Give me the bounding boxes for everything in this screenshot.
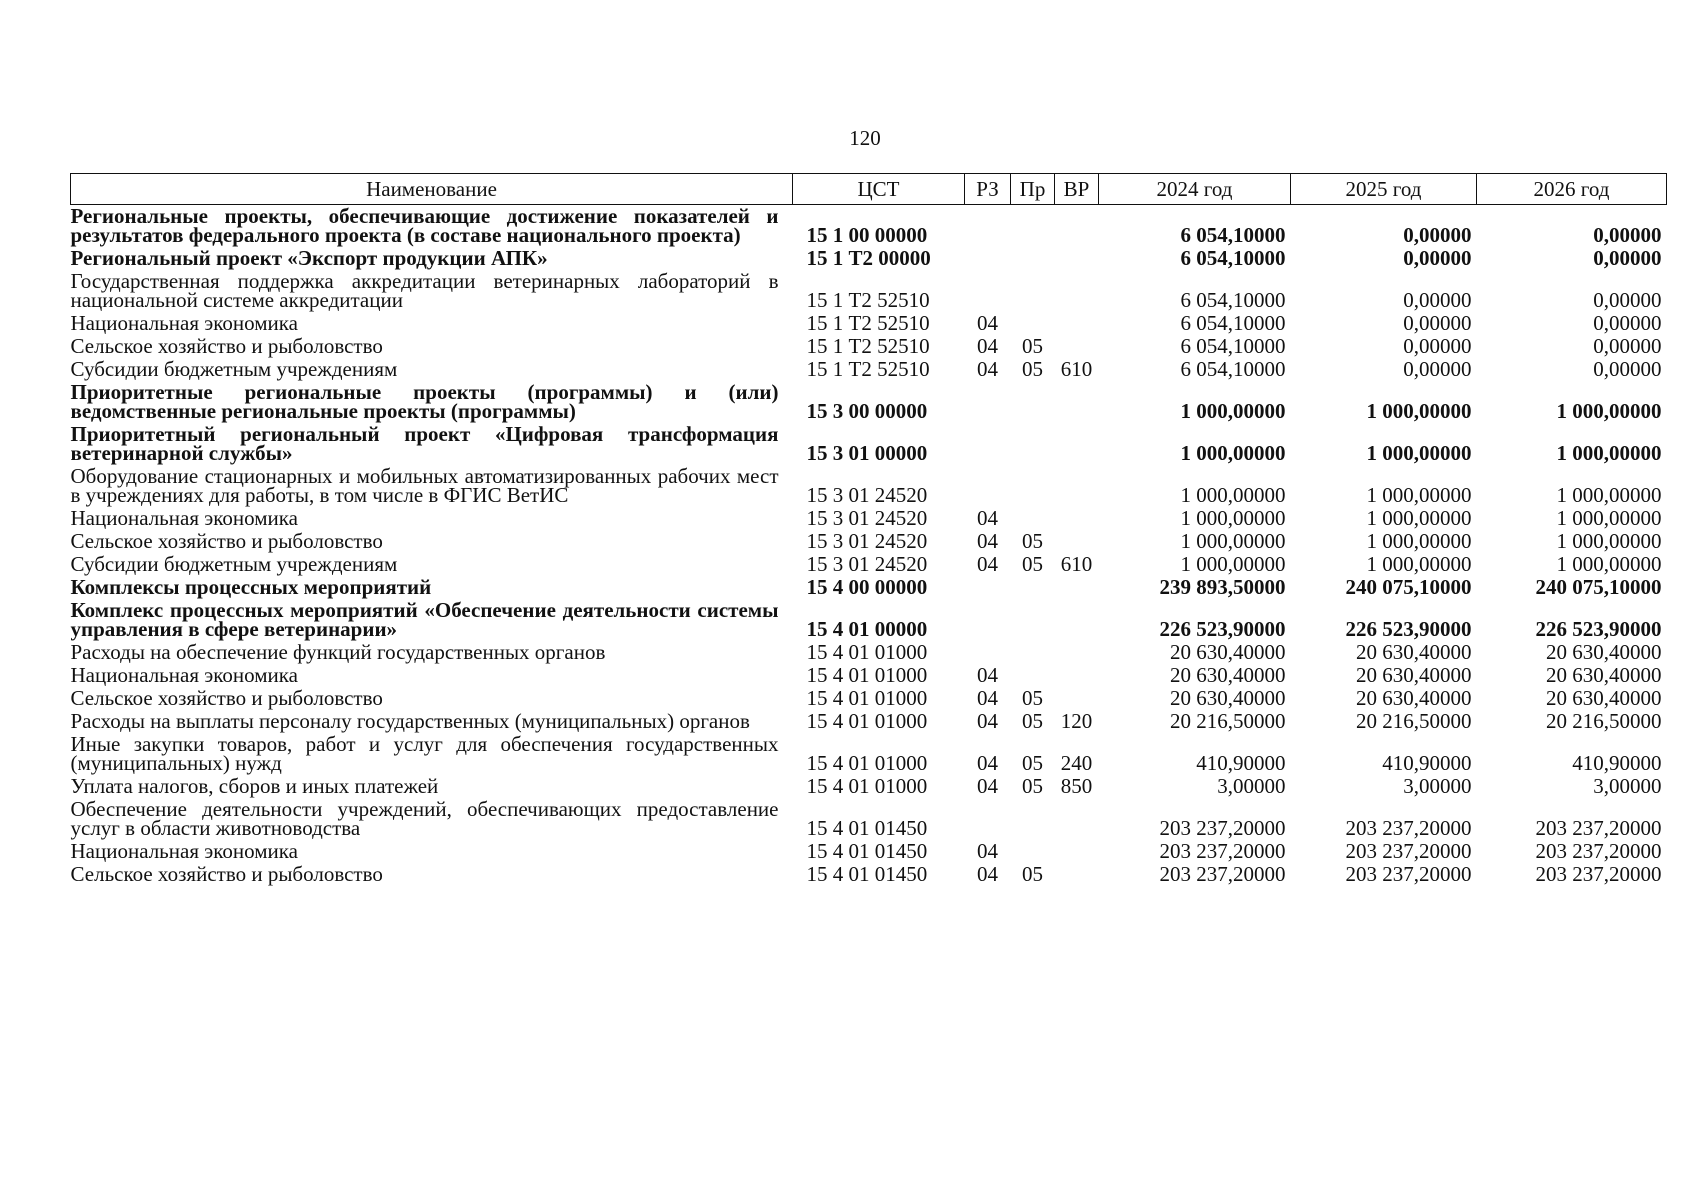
row-value-2025: 0,00000 xyxy=(1403,288,1472,312)
table-row xyxy=(71,530,1667,553)
table-row xyxy=(71,775,1667,798)
row-rz: 04 xyxy=(977,311,998,335)
row-value-2026: 20 630,40000 xyxy=(1546,686,1662,710)
row-value-2024: 6 054,10000 xyxy=(1180,223,1286,247)
row-value-2024: 20 630,40000 xyxy=(1170,686,1286,710)
table-row xyxy=(71,205,1667,248)
row-name: Национальная экономика xyxy=(70,311,298,335)
row-value-2024: 20 630,40000 xyxy=(1170,663,1286,687)
row-cst: 15 1 Т2 52510 xyxy=(806,311,930,335)
row-value-2025: 20 630,40000 xyxy=(1356,686,1472,710)
row-vr xyxy=(1055,247,1099,270)
row-value-2025: 0,00000 xyxy=(1403,311,1472,335)
row-value-2026: 1 000,00000 xyxy=(1556,399,1662,423)
row-rz: 04 xyxy=(977,686,998,710)
row-vr xyxy=(1055,664,1099,687)
row-name: Приоритетные региональные проекты (программы) и (или) ведомственные региональные проекты (программы) xyxy=(70,380,779,423)
table-row xyxy=(71,335,1667,358)
row-value-2026: 1 000,00000 xyxy=(1556,529,1662,553)
row-pr xyxy=(1011,465,1055,507)
row-pr xyxy=(1011,270,1055,312)
row-value-2024: 239 893,50000 xyxy=(1159,575,1286,599)
table-row xyxy=(71,576,1667,599)
table-header-row xyxy=(71,174,1667,205)
row-name: Оборудование стационарных и мобильных автоматизированных рабочих мест в учреждениях для работы, в том числе в ФГИС ВетИС xyxy=(70,464,779,507)
row-value-2026: 0,00000 xyxy=(1593,288,1662,312)
header-pr: Пр xyxy=(1011,174,1055,205)
row-value-2026: 410,90000 xyxy=(1572,751,1662,775)
row-vr xyxy=(1055,798,1099,840)
row-pr: 05 xyxy=(1022,334,1043,358)
row-pr xyxy=(1011,664,1055,687)
row-pr xyxy=(1011,507,1055,530)
row-pr xyxy=(1011,798,1055,840)
table-row xyxy=(71,840,1667,863)
header-2026: 2026 год xyxy=(1477,174,1667,205)
row-value-2025: 0,00000 xyxy=(1403,334,1472,358)
row-rz: 04 xyxy=(977,774,998,798)
row-value-2024: 1 000,00000 xyxy=(1180,483,1286,507)
row-rz xyxy=(965,798,1011,840)
row-name: Государственная поддержка аккредитации ветеринарных лабораторий в национальной системе аккредитации xyxy=(70,269,779,312)
row-value-2025: 20 216,50000 xyxy=(1356,709,1472,733)
row-rz: 04 xyxy=(977,751,998,775)
row-value-2025: 20 630,40000 xyxy=(1356,663,1472,687)
header-2024: 2024 год xyxy=(1099,174,1291,205)
table-row xyxy=(71,312,1667,335)
header-name: Наименование xyxy=(71,174,793,205)
row-vr: 610 xyxy=(1060,357,1093,381)
row-value-2024: 226 523,90000 xyxy=(1159,617,1286,641)
row-pr xyxy=(1011,641,1055,664)
row-value-2024: 203 237,20000 xyxy=(1159,862,1286,886)
row-pr xyxy=(1011,840,1055,863)
row-value-2026: 1 000,00000 xyxy=(1556,506,1662,530)
row-value-2024: 20 216,50000 xyxy=(1170,709,1286,733)
row-value-2026: 1 000,00000 xyxy=(1556,441,1662,465)
table-row xyxy=(71,599,1667,641)
row-pr xyxy=(1011,205,1055,248)
row-name: Уплата налогов, сборов и иных платежей xyxy=(70,774,439,798)
row-cst: 15 4 01 00000 xyxy=(806,617,928,641)
row-vr xyxy=(1055,599,1099,641)
table-row xyxy=(71,423,1667,465)
row-rz xyxy=(965,381,1011,423)
row-pr: 05 xyxy=(1022,686,1043,710)
table-row xyxy=(71,358,1667,381)
row-vr xyxy=(1055,465,1099,507)
row-cst: 15 4 01 01000 xyxy=(806,774,928,798)
row-cst: 15 1 Т2 52510 xyxy=(806,357,930,381)
row-rz: 04 xyxy=(977,506,998,530)
row-rz xyxy=(965,599,1011,641)
row-value-2026: 1 000,00000 xyxy=(1556,483,1662,507)
row-value-2025: 0,00000 xyxy=(1403,246,1472,270)
page-number: 120 xyxy=(849,126,881,150)
row-vr xyxy=(1055,863,1099,886)
row-value-2026: 0,00000 xyxy=(1593,357,1662,381)
row-rz xyxy=(965,465,1011,507)
row-value-2024: 6 054,10000 xyxy=(1180,288,1286,312)
table-body xyxy=(71,205,1667,887)
row-vr xyxy=(1055,576,1099,599)
row-cst: 15 1 00 00000 xyxy=(806,223,928,247)
row-cst: 15 4 01 01000 xyxy=(806,751,928,775)
row-pr xyxy=(1011,312,1055,335)
row-name: Сельское хозяйство и рыболовство xyxy=(70,334,383,358)
row-cst: 15 3 01 24520 xyxy=(806,529,928,553)
header-cst: ЦСТ xyxy=(793,174,965,205)
row-rz xyxy=(965,576,1011,599)
row-name: Комплекс процессных мероприятий «Обеспечение деятельности системы управления в сфере ветеринарии» xyxy=(70,598,779,641)
row-cst: 15 4 01 01000 xyxy=(806,686,928,710)
row-cst: 15 4 01 01450 xyxy=(806,862,928,886)
row-cst: 15 1 Т2 52510 xyxy=(806,288,930,312)
row-value-2024: 20 630,40000 xyxy=(1170,640,1286,664)
table-row xyxy=(71,798,1667,840)
row-cst: 15 3 01 24520 xyxy=(806,483,928,507)
row-name: Субсидии бюджетным учреждениям xyxy=(70,357,398,381)
row-rz xyxy=(965,270,1011,312)
row-value-2024: 1 000,00000 xyxy=(1180,506,1286,530)
row-value-2024: 410,90000 xyxy=(1196,751,1286,775)
row-cst: 15 3 00 00000 xyxy=(806,399,928,423)
row-name: Субсидии бюджетным учреждениям xyxy=(70,552,398,576)
row-name: Региональные проекты, обеспечивающие достижение показателей и результатов федерального проекта (в составе национального проекта) xyxy=(70,204,779,247)
row-value-2026: 20 216,50000 xyxy=(1546,709,1662,733)
row-pr xyxy=(1011,247,1055,270)
row-vr: 610 xyxy=(1060,552,1093,576)
row-pr xyxy=(1011,576,1055,599)
row-vr xyxy=(1055,840,1099,863)
row-rz: 04 xyxy=(977,839,998,863)
row-name: Обеспечение деятельности учреждений, обеспечивающих предоставление услуг в области животноводства xyxy=(70,797,779,840)
row-value-2025: 1 000,00000 xyxy=(1366,529,1472,553)
row-name: Сельское хозяйство и рыболовство xyxy=(70,529,383,553)
table-row xyxy=(71,270,1667,312)
row-vr xyxy=(1055,530,1099,553)
row-value-2025: 20 630,40000 xyxy=(1356,640,1472,664)
row-name: Иные закупки товаров, работ и услуг для обеспечения государственных (муниципальных) нужд xyxy=(70,732,779,775)
row-value-2025: 203 237,20000 xyxy=(1345,839,1472,863)
row-cst: 15 4 01 01000 xyxy=(806,709,928,733)
row-value-2024: 6 054,10000 xyxy=(1180,246,1286,270)
row-value-2025: 1 000,00000 xyxy=(1366,399,1472,423)
row-value-2024: 6 054,10000 xyxy=(1180,334,1286,358)
row-rz xyxy=(965,205,1011,248)
row-value-2024: 6 054,10000 xyxy=(1180,357,1286,381)
row-name: Национальная экономика xyxy=(70,839,298,863)
row-cst: 15 4 01 01450 xyxy=(806,816,928,840)
row-pr xyxy=(1011,381,1055,423)
table-row xyxy=(71,247,1667,270)
row-value-2026: 0,00000 xyxy=(1593,223,1662,247)
row-value-2025: 226 523,90000 xyxy=(1345,617,1472,641)
table-row xyxy=(71,507,1667,530)
row-rz: 04 xyxy=(977,552,998,576)
row-rz xyxy=(965,641,1011,664)
row-pr: 05 xyxy=(1022,751,1043,775)
row-pr xyxy=(1011,599,1055,641)
row-pr: 05 xyxy=(1022,529,1043,553)
row-vr xyxy=(1055,423,1099,465)
row-pr: 05 xyxy=(1022,357,1043,381)
row-rz: 04 xyxy=(977,357,998,381)
row-value-2025: 1 000,00000 xyxy=(1366,552,1472,576)
table-row xyxy=(71,664,1667,687)
row-value-2026: 203 237,20000 xyxy=(1535,816,1662,840)
row-vr: 850 xyxy=(1060,774,1093,798)
row-rz: 04 xyxy=(977,334,998,358)
row-name: Национальная экономика xyxy=(70,506,298,530)
row-vr xyxy=(1055,507,1099,530)
row-value-2026: 203 237,20000 xyxy=(1535,862,1662,886)
table-row xyxy=(71,641,1667,664)
row-rz: 04 xyxy=(977,709,998,733)
row-pr xyxy=(1011,423,1055,465)
row-vr xyxy=(1055,641,1099,664)
row-name: Сельское хозяйство и рыболовство xyxy=(70,862,383,886)
row-value-2026: 1 000,00000 xyxy=(1556,552,1662,576)
row-value-2026: 240 075,10000 xyxy=(1535,575,1662,599)
row-value-2024: 1 000,00000 xyxy=(1180,529,1286,553)
header-vr: ВР xyxy=(1055,174,1099,205)
row-value-2024: 203 237,20000 xyxy=(1159,816,1286,840)
row-value-2025: 1 000,00000 xyxy=(1366,483,1472,507)
row-vr: 120 xyxy=(1060,709,1093,733)
row-value-2026: 3,00000 xyxy=(1593,774,1662,798)
row-name: Сельское хозяйство и рыболовство xyxy=(70,686,383,710)
row-value-2026: 0,00000 xyxy=(1593,246,1662,270)
row-name: Приоритетный региональный проект «Цифровая трансформация ветеринарной службы» xyxy=(70,422,779,465)
row-vr xyxy=(1055,205,1099,248)
row-vr xyxy=(1055,687,1099,710)
row-value-2024: 3,00000 xyxy=(1217,774,1286,798)
row-name: Расходы на выплаты персоналу государственных (муниципальных) органов xyxy=(70,709,750,733)
row-pr: 05 xyxy=(1022,862,1043,886)
row-value-2025: 0,00000 xyxy=(1403,357,1472,381)
row-value-2024: 203 237,20000 xyxy=(1159,839,1286,863)
budget-table xyxy=(70,173,1667,886)
row-value-2025: 3,00000 xyxy=(1403,774,1472,798)
row-rz xyxy=(965,247,1011,270)
row-value-2026: 0,00000 xyxy=(1593,311,1662,335)
table-row xyxy=(71,733,1667,775)
row-cst: 15 3 01 00000 xyxy=(806,441,928,465)
row-rz: 04 xyxy=(977,663,998,687)
table-row xyxy=(71,687,1667,710)
row-pr: 05 xyxy=(1022,709,1043,733)
row-cst: 15 4 01 01000 xyxy=(806,663,928,687)
header-rz: РЗ xyxy=(965,174,1011,205)
row-value-2025: 203 237,20000 xyxy=(1345,816,1472,840)
header-2025: 2025 год xyxy=(1291,174,1477,205)
row-cst: 15 1 Т2 52510 xyxy=(806,334,930,358)
row-value-2025: 410,90000 xyxy=(1382,751,1472,775)
row-vr xyxy=(1055,335,1099,358)
table-row xyxy=(71,465,1667,507)
row-cst: 15 4 01 01450 xyxy=(806,839,928,863)
row-value-2025: 0,00000 xyxy=(1403,223,1472,247)
row-vr xyxy=(1055,381,1099,423)
row-cst: 15 4 01 01000 xyxy=(806,640,928,664)
row-value-2026: 203 237,20000 xyxy=(1535,839,1662,863)
row-value-2025: 1 000,00000 xyxy=(1366,506,1472,530)
row-name: Расходы на обеспечение функций государственных органов xyxy=(70,640,606,664)
row-rz: 04 xyxy=(977,862,998,886)
table-row xyxy=(71,863,1667,886)
row-pr: 05 xyxy=(1022,552,1043,576)
row-value-2024: 6 054,10000 xyxy=(1180,311,1286,335)
row-value-2024: 1 000,00000 xyxy=(1180,399,1286,423)
row-value-2025: 240 075,10000 xyxy=(1345,575,1472,599)
row-vr xyxy=(1055,270,1099,312)
table-row xyxy=(71,710,1667,733)
row-value-2026: 226 523,90000 xyxy=(1535,617,1662,641)
row-vr xyxy=(1055,312,1099,335)
row-cst: 15 3 01 24520 xyxy=(806,506,928,530)
table-row xyxy=(71,553,1667,576)
row-name: Национальная экономика xyxy=(70,663,298,687)
row-rz: 04 xyxy=(977,529,998,553)
row-pr: 05 xyxy=(1022,774,1043,798)
row-cst: 15 3 01 24520 xyxy=(806,552,928,576)
row-value-2026: 0,00000 xyxy=(1593,334,1662,358)
row-value-2024: 1 000,00000 xyxy=(1180,552,1286,576)
row-value-2024: 1 000,00000 xyxy=(1180,441,1286,465)
row-value-2026: 20 630,40000 xyxy=(1546,663,1662,687)
row-cst: 15 1 Т2 00000 xyxy=(806,246,931,270)
row-name: Региональный проект «Экспорт продукции АПК» xyxy=(70,246,548,270)
row-name: Комплексы процессных мероприятий xyxy=(70,575,432,599)
row-cst: 15 4 00 00000 xyxy=(806,575,928,599)
row-vr: 240 xyxy=(1060,751,1093,775)
row-value-2025: 1 000,00000 xyxy=(1366,441,1472,465)
row-value-2025: 203 237,20000 xyxy=(1345,862,1472,886)
row-value-2026: 20 630,40000 xyxy=(1546,640,1662,664)
row-rz xyxy=(965,423,1011,465)
table-row xyxy=(71,381,1667,423)
